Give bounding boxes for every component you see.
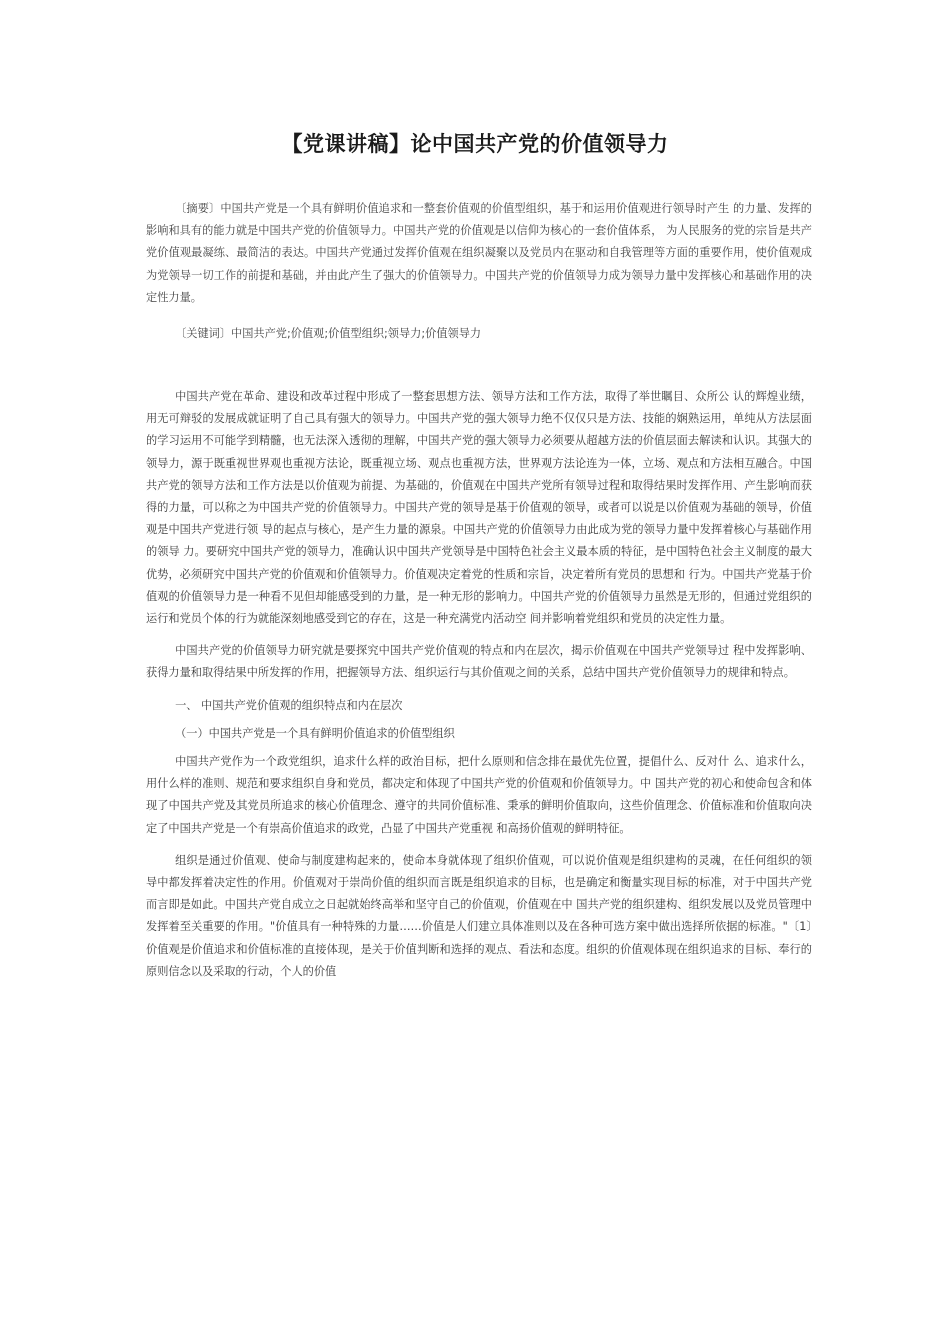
body-section [146,386,812,993]
body-paragraph: 中国共产党作为一个政党组织，追求什么样的政治目标，把什么原则和信念排在最优先位置，提倡什么、反对什 么、追求什么，用什么样的准则、规范和要求组织自身和党员，都决定和体现了中国共产党的价值观和价值领导力。中 国共产党的初心和使命包含和体现了中国共产党及其党员所追求的核心价值理念、遵守的共同价值标准、秉承的鲜明价值取向，这些价值理念、价值标准和价值取向决定了中国共产党是一个有崇高价值追求的政党，凸显了中国共产党重视 和高扬价值观的鲜明特征。 [146,755,812,835]
abstract-section [146,198,812,309]
body-paragraph: 组织是通过价值观、使命与制度建构起来的，使命本身就体现了组织价值观，可以说价值观是组织建构的灵魂，在任何组织的领导中都发挥着决定性的作用。价值观对于崇尚价值的组织而言既是组织追求的目标，也是确定和衡量实现目标的标准，对于中国共产党而言即是如此。中国共产党自成立之日起就始终高举和坚守自己的价值观，价值观在中 国共产党的组织建构、组织发展以及党员管理中发挥着至关重要的作用。"价值具有一种特殊的力量……价值是人们建立具体准则以及在各种可选方案中做出选择所依据的标准。"〔1〕价值观是价值追求和价值标准的直接体现，是关于价值判断和选择的观点、看法和态度。组织的价值观体现在组织追求的目标、奉行的原则信念以及采取的行动，个人的价值 [146,853,812,978]
section-heading: 一、 中国共产党价值观的组织特点和内在层次 [175,698,403,712]
subsection-heading: （一）中国共产党是一个具有鲜明价值追求的价值型组织 [175,726,455,740]
body-paragraph: 中国共产党在革命、建设和改革过程中形成了一整套思想方法、领导方法和工作方法，取得了举世瞩目、众所公 认的辉煌业绩，用无可辩驳的发展成就证明了自己具有强大的领导力。中国共产党的强大领导力绝不仅仅只是方法、技能的娴熟运用，单纯从方法层面的学习运用不可能学到精髓，也无法深入透彻的理解，中国共产党的强大领导力必须要从超越方法的价值层面去解读和认识。其强大的领导力，源于既重视世界观也重视方法论，既重视立场、观点也重视方法，世界观方法论连为一体，立场、观点和方法相互融合。中国共产党的领导方法和工作方法是以价值观为前提、为基础的，价值观在中国共产党所有领导过程和取得结果时发挥作用、产生影响而获得的力量，可以称之为中国共产党的价值领导力。中国共产党的领导是基于价值观的领导，或者可以说是以价值观为基础的领导，价值观是中国共产党进行领 导的起点与核心，是产生力量的源泉。中国共产党的价值领导力由此成为党的领导力量中发挥着核心与基础作用的领导 力。要研究中国共产党的领导力，准确认识中国共产党领导是中国特色社会主义最本质的特征，是中国特色社会主义制度的最大优势，必须研究中国共产党的价值观和价值领导力。价值观决定着党的性质和宗旨，决定着所有党员的思想和 行为。中国共产党基于价值观的价值领导力是一种看不见但却能感受到的力量，是一种无形的影响力。中国共产党的价值领导力虽然是无形的，但通过党组织的运行和党员个体的行为就能深刻地感受到它的存在，这是一种充满党内活动空 间并影响着党组织和党员的决定性力量。 [146,390,812,626]
abstract-paragraph: 〔摘要〕中国共产党是一个具有鲜明价值追求和一整套价值观的价值型组织，基于和运用价值观进行领导时产生 的力量、发挥的影响和具有的能力就是中国共产党的价值领导力。中国共产党的价值观是以信仰为核心的一套价值体系， 为人民服务的党的宗旨是共产党价值观最凝练、最简洁的表达。中国共产党通过发挥价值观在组织凝聚以及党员内在驱动和自我管理等方面的重要作用，使价值观成为党领导一切工作的前提和基础，并由此产生了强大的价值领导力。中国共产党的价值领导力成为领导力量中发挥核心和基础作用的决定性力量。 [146,202,812,304]
keywords-section [146,323,812,345]
keywords-paragraph: 〔关键词〕中国共产党;价值观;价值型组织;领导力;价值领导力 [175,327,482,340]
document-title: 【党课讲稿】论中国共产党的价值领导力 [281,132,669,156]
body-paragraph: 中国共产党的价值领导力研究就是要探究中国共产党价值观的特点和内在层次，揭示价值观在中国共产党领导过 程中发挥影响、获得力量和取得结果中所发挥的作用，把握领导方法、组织运行与其价值观之间的关系，总结中国共产党价值领导力的规律和特点。 [146,644,812,680]
